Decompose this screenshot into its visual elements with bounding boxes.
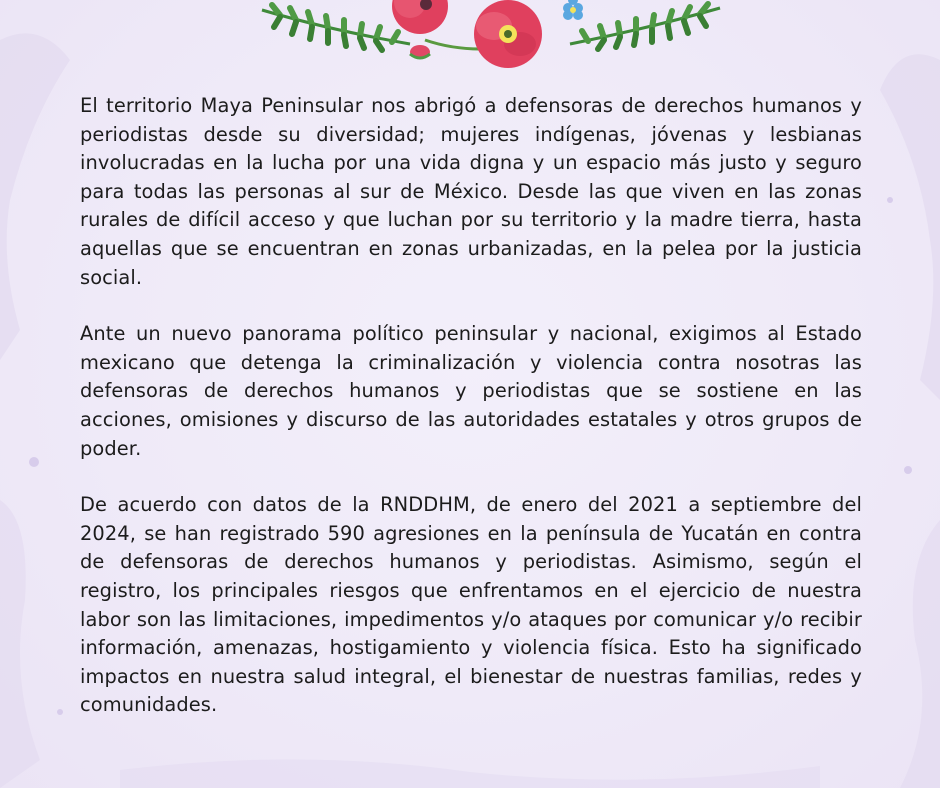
paragraph-data: De acuerdo con datos de la RNDDHM, de enero del 2021 a septiembre del 2024, se han registrado 590 agresiones en la península de Yucatán en contra de defensoras de derechos humanos y periodistas. Asimismo, según el registro, los principales riesgos que enfrentamos en el ejercicio de nuestra labor son las limitaciones, impedimentos y/o ataques por comunicar y/o recibir información, amenazas, hostigamiento y violencia física. Esto ha significado impactos en nuestra salud integral, el bienestar de nuestras familias, redes y comunidades.	[80, 493, 862, 717]
paragraph-demand: Ante un nuevo panorama político peninsular y nacional, exigimos al Estado mexicano que detenga la criminalización y violencia contra nosotras las defensoras de derechos humanos y periodistas que se sostiene en las acciones, omisiones y discurso de las autoridades estatales y otros grupos de poder.	[80, 322, 862, 460]
paragraph-territory: El territorio Maya Peninsular nos abrigó a defensoras de derechos humanos y periodistas desde su diversidad; mujeres indígenas, jóvenas y lesbianas involucradas en la lucha por una vida digna y un espacio más justo y seguro para todas las personas al sur de México. Desde las que viven en las zonas rurales de difícil acceso y que luchan por su territorio y la madre tierra, hasta aquellas que se encuentran en zonas urbanizadas, en la pelea por la justicia social.	[80, 94, 862, 289]
poppy-flower-icon	[474, 0, 542, 68]
fern-leaf-icon	[262, 5, 410, 50]
poppy-flower-icon	[392, 0, 448, 34]
floral-header	[250, 0, 730, 72]
document-body	[80, 92, 862, 748]
flower-bud-icon	[410, 45, 430, 59]
forget-me-not-icon	[563, 0, 583, 20]
fern-leaf-icon	[570, 4, 720, 49]
